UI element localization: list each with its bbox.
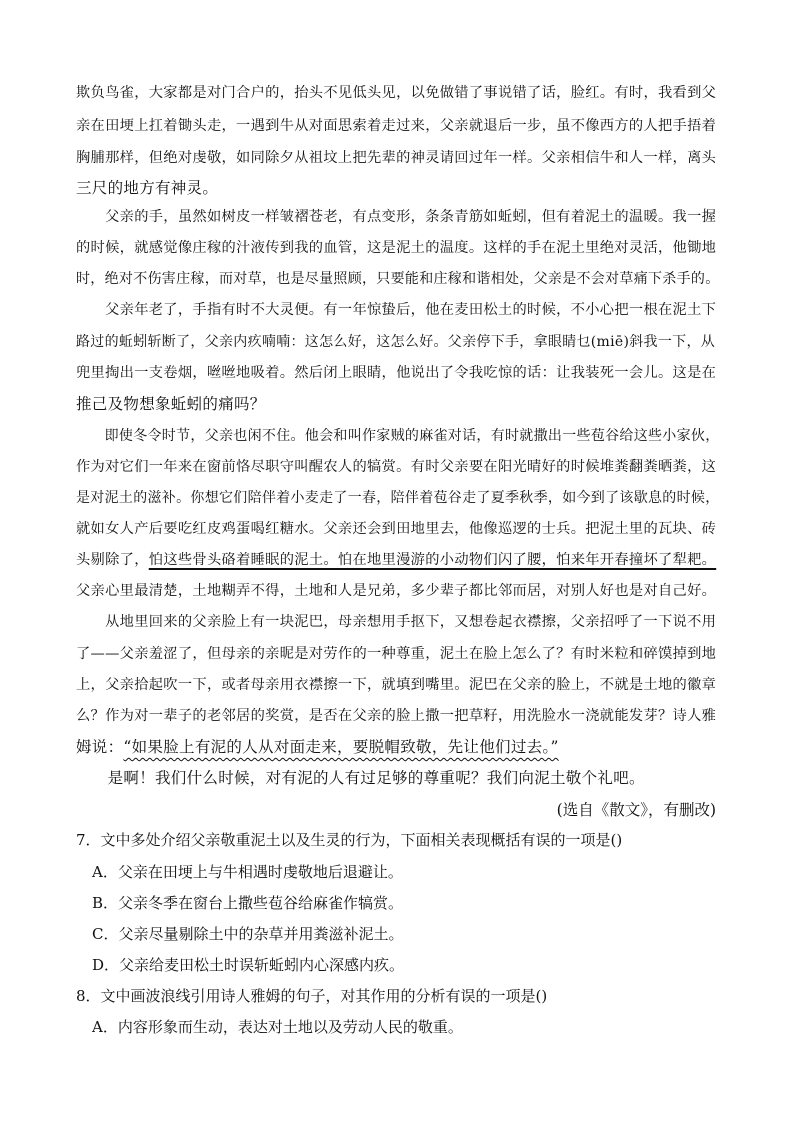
paragraph-line: 父亲心里最清楚，土地糊弄不得，土地和人是兄弟，多少辈子都比邻而居，对别人好也是对自己好。 xyxy=(76,583,717,599)
paragraph-line: 路过的蚯蚓斩断了，父亲内疚喃喃：这怎么好，这怎么好。父亲停下手，拿眼睛乜(miē)斜我一下，从 xyxy=(76,334,716,350)
paragraph-line: 父亲的手，虽然如树皮一样皱褶苍老，有点变形，条条青筋如蚯蚓，但有着泥土的温暖。我一握 xyxy=(76,209,717,225)
paragraph-line: 胸脯那样，但绝对虔敬，如同除夕从祖坟上把先辈的神灵请回过年一样。父亲相信牛和人一样，离头 xyxy=(76,150,717,166)
paragraph-line xyxy=(76,731,559,763)
paragraph-line xyxy=(76,544,716,576)
paragraph-line: 了——父亲羞涩了，但母亲的亲昵是对劳作的一种尊重，泥土在脸上怎么了？有时米粒和碎馍掉到地 xyxy=(76,646,717,662)
paragraph-line: 父亲年老了，手指有时不大灵便。有一年惊蛰后，他在麦田松土的时候，不小心把一根在泥土下 xyxy=(76,302,717,318)
paragraph-line: 即使冬令时节，父亲也闲不住。他会和叫作家贼的麻雀对话，有时就撒出一些苞谷给这些小家伙， xyxy=(76,428,720,444)
source-note: (选自《散文》，有删改) xyxy=(556,801,716,819)
question-option: A．内容形象而生动，表达对土地以及劳动人民的敬重。 xyxy=(92,1018,463,1036)
paragraph-line: 上，父亲拾起吹一下，或者母亲用衣襟擦一下，就填到嘴里。泥巴在父亲的脸上，不就是土地的徽章 xyxy=(76,677,717,693)
paragraph-line: 三尺的地方有神灵。 xyxy=(76,179,219,197)
paragraph-line: 从地里回来的父亲脸上有一块泥巴，母亲想用手抠下，又想卷起衣襟擦，父亲招呼了一下说不用 xyxy=(76,614,717,630)
paragraph-line: 是对泥土的滋补。你想它们陪伴着小麦走了一春，陪伴着苞谷走了夏季秋季，如今到了该歇息的时候， xyxy=(76,490,720,506)
paragraph-line: 推己及物想象蚯蚓的痛吗？ xyxy=(76,395,266,413)
paragraph-line: 是啊！我们什么时候，对有泥的人有过足够的尊重呢？我们向泥土敬个礼吧。 xyxy=(76,769,645,787)
question-option: D．父亲给麦田松土时误斩蚯蚓内心深感内疚。 xyxy=(92,956,405,974)
question-option: B．父亲冬季在窗台上撒些苞谷给麻雀作犒赏。 xyxy=(92,894,404,912)
underlined-sentence: 怕这些骨头硌着睡眠的泥土。怕在地里漫游的小动物们闪了腰，怕来年开春撞坏了犁耙。 xyxy=(148,552,717,568)
question-stem: 8．文中画波浪线引用诗人雅姆的句子，对其作用的分析有误的一项是() xyxy=(76,987,548,1005)
question-stem: 7．文中多处介绍父亲敬重泥土以及生灵的行为，下面相关表现概括有误的一项是() xyxy=(76,831,623,849)
question-option: A．父亲在田埂上与牛相遇时虔敬地后退避让。 xyxy=(92,863,403,881)
paragraph-line: 亲在田埂上扛着锄头走，一遇到牛从对面思索着走过来，父亲就退后一步，虽不像西方的人把手捂着 xyxy=(76,118,717,134)
paragraph-line: 作为对它们一年来在窗前恪尽职守叫醒农人的犒赏。有时父亲要在阳光晴好的时候堆粪翻粪晒粪，这 xyxy=(76,459,717,475)
question-option: C．父亲尽量剔除土中的杂草并用粪滋补泥土。 xyxy=(92,925,404,943)
wavy-underlined-quote: “如果脸上有泥的人从对面走来，要脱帽致敬，先让他们过去。” xyxy=(123,738,559,756)
line-text: 姆说： xyxy=(76,738,124,756)
paragraph-line: 兜里掏出一支卷烟，咝咝地吸着。然后闭上眼睛，他说出了令我吃惊的话：让我装死一会儿。这是在 xyxy=(76,365,717,381)
paragraph-line: 么？作为对一辈子的老邻居的奖赏，是否在父亲的脸上撒一把草籽，用洗脸水一浇就能发芽？诗人雅 xyxy=(76,708,717,724)
paragraph-line: 时，绝对不伤害庄稼，而对草，也是尽量照顾，只要能和庄稼和谐相处，父亲是不会对草痛下杀手的。 xyxy=(76,271,720,287)
paragraph-line: 欺负鸟雀，大家都是对门合户的，抬头不见低头见，以免做错了事说错了话，脸红。有时，我看到父 xyxy=(76,85,717,101)
paragraph-line: 的时候，就感觉像庄稼的汁液传到我的血管，这是泥土的温度。这样的手在泥土里绝对灵活，他锄地 xyxy=(76,240,717,256)
paragraph-line: 就如女人产后要吃红皮鸡蛋喝红糖水。父亲还会到田地里去，他像巡逻的士兵。把泥土里的瓦块、砖 xyxy=(76,521,717,537)
line-text: 头剔除了， xyxy=(76,552,149,568)
